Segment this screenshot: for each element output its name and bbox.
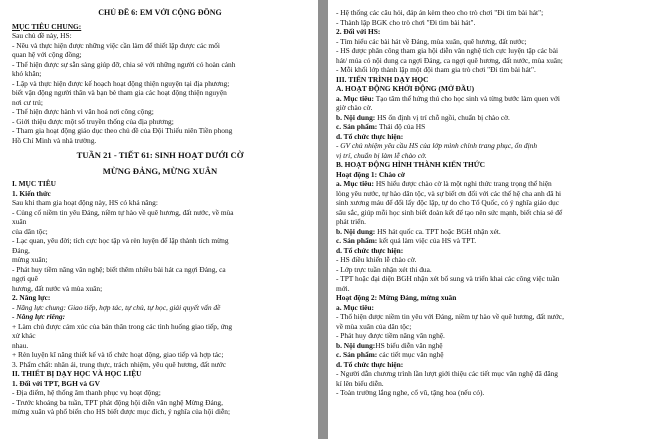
right-line-12-label: c. Sản phẩm: (336, 122, 378, 131)
left-line-23: Đảng, (12, 245, 30, 255)
left-line-37: 1. Đối với TPT, BGH và GV (12, 378, 100, 388)
right-line-16: B. HOẠT ĐỘNG HÌNH THÀNH KIẾN THỨC (336, 160, 485, 169)
left-line-19: - Củng cố niềm tin yêu Đảng, niềm tự hào về quê hương, đất nước, về mùa (12, 207, 234, 217)
left-line-21: của dân tộc; (12, 226, 48, 236)
left-line-8: biết vận động người thân và bạn bè tham gia các hoạt động thiện nguyện (12, 88, 227, 97)
right-line-17: Hoạt động 1: Chào cờ (336, 169, 405, 179)
right-line-32: - Thổ hiện được niềm tin yêu với Đảng, niềm tự hào về quê hương, đất nước, (336, 312, 564, 321)
right-line-3: - Tìm hiểu các bài hát về Đảng, mùa xuân, quê hương, đất nước; (336, 36, 527, 46)
left-line-13: Hồ Chí Minh và nhà trường. (12, 135, 97, 145)
left-line-38: - Địa điểm, hệ thống âm thanh phục vụ hoạt động; (12, 388, 161, 397)
right-line-34: - Phát huy được tiềm năng văn nghệ. (336, 331, 445, 340)
right-line-24: c. Sản phẩm: kết quả làm việc của HS và TPT. (336, 236, 477, 245)
right-line-10: giờ chào cờ. (336, 103, 373, 112)
left-line-4: quan hệ với cộng đồng; (12, 50, 82, 59)
left-line-5: - Thể hiện được sự sẵn sàng giúp đỡ, chia sẻ với những người có hoàn cảnh (12, 59, 236, 69)
right-line-15: vị trí, chuẩn bị làm lễ chào cờ. (336, 150, 427, 160)
right-line-36-label: c. Sản phẩm: (336, 350, 378, 359)
right-line-26: - HS điều khiển lễ chào cờ. (336, 255, 417, 264)
left-line-9: nơi cư trú; (12, 97, 43, 107)
right-line-14: - GV chủ nhiệm yêu cầu HS của lớp mình chỉnh trang phục, ổn định (336, 141, 538, 150)
left-line-30: - Năng lực riêng: (12, 312, 66, 321)
right-line-4: - HS được phân công tham gia hội diễn văn nghệ tích cực luyện tập các bài (336, 46, 559, 55)
left-line-28: 2. Năng lực: (12, 293, 51, 302)
right-line-12: c. Sản phẩm: Thái độ của HS (336, 122, 426, 131)
left-line-27: hương, đất nước và mùa xuân; (12, 283, 103, 293)
page-gap (318, 0, 328, 439)
left-line-2: Sau chủ đề này, HS: (12, 31, 72, 40)
left-line-31: + Làm chủ được cảm xúc của bản thân trong các tình huống giao tiếp, ứng (12, 321, 233, 331)
left-line-20: xuân (12, 217, 27, 226)
left-line-11: - Giới thiệu được một số truyền thống của địa phương; (12, 116, 174, 126)
right-line-13: d. Tổ chức thực hiện: (336, 131, 404, 141)
left-line-22: - Lạc quan, yêu đời; tích cực học tập và rèn luyện để lập thành tích mừng (12, 236, 229, 245)
right-line-21: sâu sắc, giúp mỗi học sinh biết đoàn kết để tạo nên sức mạnh, biết chia sẻ để (336, 207, 563, 217)
right-line-2: 2. Đối với HS: (336, 27, 381, 36)
right-line-5: hát/ múa có nội dung ca ngợi Đảng, ca ngợi quê hương, đất nước, mùa xuân; (336, 55, 563, 65)
right-line-31: a. Mục tiêu: (336, 302, 374, 312)
left-line-7: - Lập và thực hiện được kế hoạch hoạt động thiện nguyện tại địa phương; (12, 78, 230, 88)
left-line-18: Sau khi tham gia hoạt động này, HS có khả năng: (12, 198, 158, 207)
right-line-1: - Thành lập BGK cho trò chơi "Đi tìm bài hát". (336, 17, 476, 27)
document-page-right (328, 0, 650, 439)
left-line-29: - Năng lực chung: Giao tiếp, hợp tác, tự chủ, tự học, giải quyết vấn đề (12, 302, 221, 312)
right-line-23-label: b. Nội dung: (336, 226, 376, 236)
right-line-39: kí lên biểu diễn. (336, 378, 384, 388)
right-line-9: a. Mục tiêu: Tạo tâm thế hứng thú cho học sinh và từng bước làm quen với (336, 93, 560, 103)
right-line-0: - Hệ thống các câu hỏi, đáp án kèm theo cho trò chơi "Đi tìm bài hát"; (336, 8, 544, 17)
left-line-25: - Phát huy tiềm năng văn nghệ; biết thêm nhiều bài hát ca ngợi Đảng, ca (12, 264, 226, 274)
left-line-6: khó khăn; (12, 69, 42, 78)
left-line-12: - Tham gia hoạt động giáo dục theo chủ đề của Đội Thiếu niên Tiền phong (12, 126, 233, 135)
left-line-24: mừng xuân; (12, 255, 48, 264)
right-line-37: d. Tổ chức thực hiện: (336, 359, 404, 369)
right-line-19: lòng yêu nước, tự hào dân tộc, và sự biết ơn đối với các thế hệ cha anh đã hi (336, 188, 562, 198)
right-line-30: Hoạt động 2: Mừng Đảng, mừng xuân (336, 293, 457, 302)
left-line-14: TUẦN 21 - TIẾT 61: SINH HOẠT DƯỚI CỜ (76, 150, 244, 160)
right-line-28: - TPT hoặc đại diện BGH nhận xét bổ sung và triển khai các công việc tuần (336, 274, 560, 283)
left-line-35: 3. Phẩm chất: nhân ái, trung thực, trách nhiệm, yêu quê hương, đất nước (12, 359, 226, 369)
left-line-0: CHỦ ĐỀ 6: EM VỚI CỘNG ĐỒNG (98, 8, 222, 17)
right-line-29: mới. (336, 283, 350, 293)
left-line-26: ngợi quê (12, 274, 38, 283)
right-line-22: phát triển. (336, 217, 366, 226)
right-line-35: b. Nội dung:HS biểu diễn văn nghệ (336, 340, 443, 350)
left-line-40: mừng xuân và phổ biến cho HS biết được mục đích, ý nghĩa của hội diễn; (12, 407, 230, 416)
left-line-36: II. THIẾT BỊ DẠY HỌC VÀ HỌC LIỆU (12, 369, 142, 378)
left-line-39: - Trước khoảng ba tuần, TPT phát động hội diễn văn nghệ Mừng Đảng, (12, 397, 223, 407)
right-line-27: - Lớp trực tuần nhận xét thi đua. (336, 264, 432, 274)
right-line-18-label: a. Mục tiêu: (336, 179, 374, 188)
right-line-7: III. TIẾN TRÌNH DẠY HỌC (336, 74, 429, 84)
left-line-10: - Thể hiện được hành vi văn hoá nơi công cộng; (12, 107, 154, 116)
right-line-11-label: b. Nội dung: (336, 112, 376, 122)
left-line-15: MỪNG ĐẢNG, MỪNG XUÂN (102, 165, 218, 176)
left-line-32: xử khác (12, 331, 36, 340)
left-line-16: I. MỤC TIÊU (12, 179, 57, 188)
right-line-25: d. Tổ chức thực hiện: (336, 245, 404, 255)
right-line-8: A. HOẠT ĐỘNG KHỞI ĐỘNG (MỞ ĐẦU) (336, 84, 475, 93)
right-line-6: - Mỗi khối lớp thành lập một đội tham gia trò chơi "Đi tìm bài hát". (336, 65, 536, 74)
right-line-20: sinh xương máu để đổi lấy độc lập, tự do cho Tổ Quốc, có ý nghĩa giáo dục (336, 198, 559, 207)
right-line-35-label: b. Nội dung: (336, 340, 376, 350)
right-line-33: về mùa xuân của dân tộc; (336, 321, 412, 331)
right-line-38: - Người dẫn chương trình lần lượt giới thiệu các tiết mục văn nghệ đã đăng (336, 369, 559, 378)
document-page-left (0, 0, 318, 439)
right-line-11: b. Nội dung: HS ổn định vị trí chỗ ngồi, chuẩn bị chào cờ. (336, 112, 510, 122)
left-line-3: - Nêu và thực hiện được những việc cần làm để thiết lập được các mối (12, 40, 220, 50)
left-line-34: + Rèn luyện kĩ năng thiết kế và tổ chức hoạt động, giao tiếp và hợp tác; (12, 350, 224, 359)
left-line-17: 1. Kiến thức (12, 188, 51, 198)
right-line-18: a. Mục tiêu: HS hiểu được chào cờ là một nghi thức trang trọng thể hiện (336, 179, 552, 188)
right-line-40: - Toàn trường lắng nghe, cổ vũ, tặng hoa (nếu có). (336, 388, 485, 397)
right-line-36: c. Sản phẩm: các tiết mục văn nghệ (336, 350, 444, 359)
right-line-9-label: a. Mục tiêu: (336, 93, 374, 103)
right-line-23: b. Nội dung: HS hát quốc ca. TPT hoặc BGH nhận xét. (336, 226, 501, 236)
left-line-33: nhau. (12, 340, 29, 350)
left-line-1: MỤC TIÊU CHUNG: (12, 21, 82, 31)
right-line-24-label: c. Sản phẩm: (336, 236, 378, 245)
